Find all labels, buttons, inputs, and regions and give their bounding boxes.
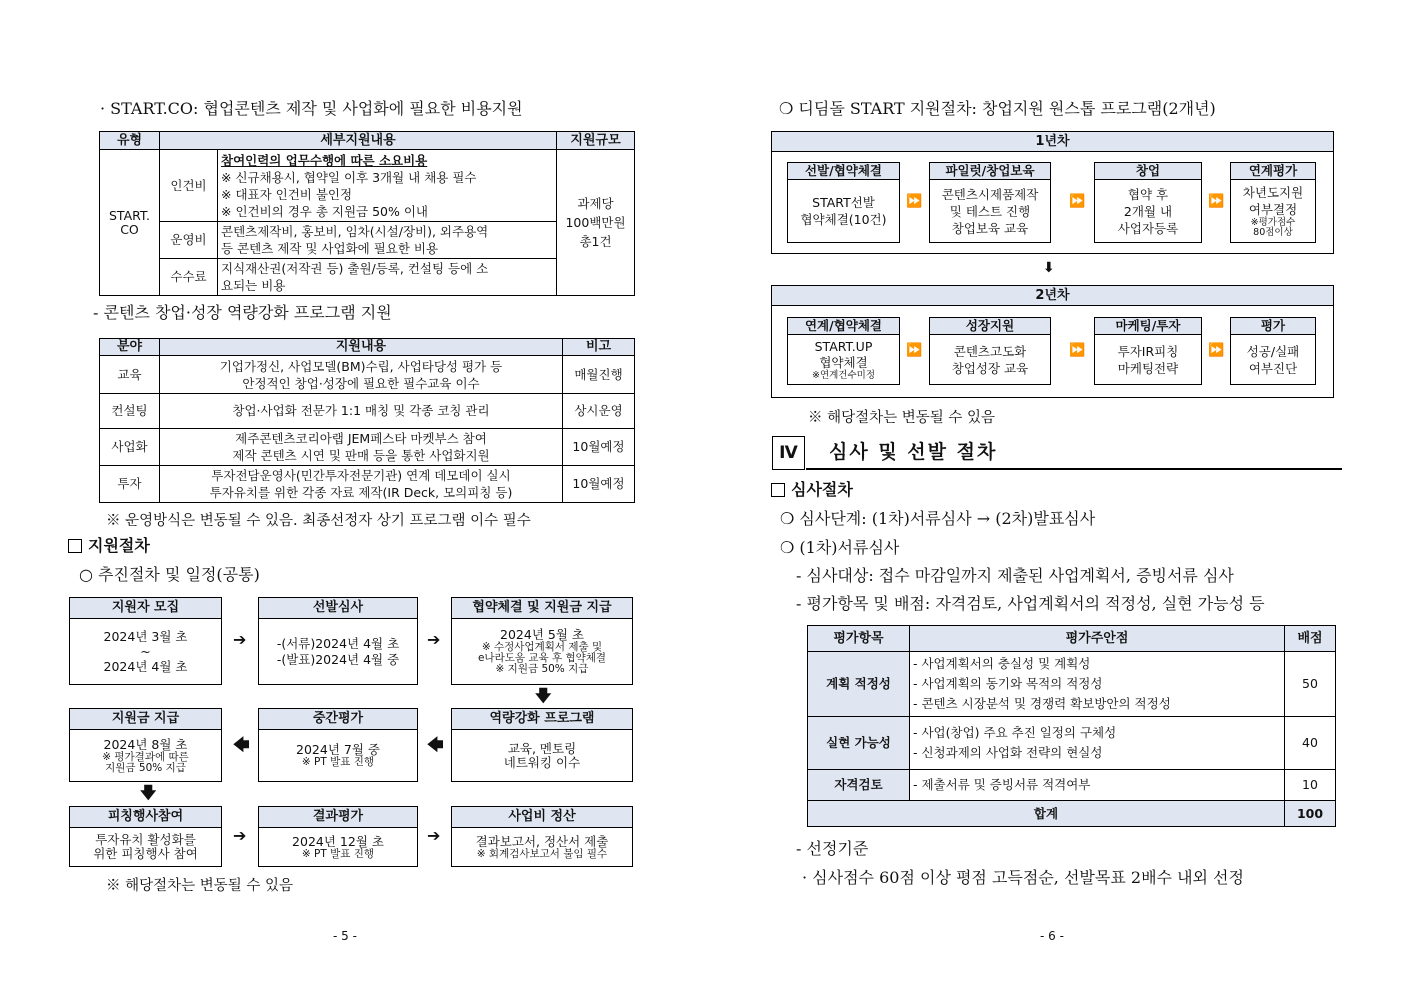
- detail-cell: 콘텐츠제작비, 홍보비, 임차(시설/장비), 외주용역 등 콘텐츠 제작 및 사업화에 필요한 비용: [218, 222, 557, 259]
- content-cell: 투자전담운영사(민간투자전문기관) 연계 데모데이 실시 투자유치를 위한 각종 자료 제작(IR Deck, 모의피칭 등): [160, 466, 563, 503]
- step-line: 콘텐츠시제품제작: [941, 186, 1039, 202]
- eval-item-cell: 계획 적정성: [808, 652, 910, 717]
- flow-title: 지원자 모집: [70, 598, 221, 619]
- flow-midterm: [258, 708, 418, 782]
- scale-cell: 과제당 100백만원 총1건: [557, 150, 635, 296]
- y1-step: [929, 162, 1051, 243]
- section-support-procedure: 지원절차: [68, 537, 150, 555]
- program-table: [99, 338, 635, 503]
- arrow-down-icon: 🡇: [140, 783, 157, 802]
- review-item: ❍ (1차)서류심사: [780, 538, 900, 557]
- eval-score-cell: 10: [1285, 770, 1336, 801]
- y2-step: [1094, 317, 1202, 385]
- flow-capacity: [451, 708, 633, 782]
- arrow-left-icon: 🡄: [427, 735, 444, 754]
- flow-line: 결과보고서, 정산서 제출: [475, 833, 609, 849]
- eval-point-cell: - 제출서류 및 증빙서류 적격여부: [910, 770, 1285, 801]
- flow-line: 투자유치 활성화를: [95, 832, 196, 847]
- flow-line: 네트워킹 이수: [503, 754, 581, 770]
- detail-cell: 지식재산권(저작권 등) 출원/등록, 컨설팅 등에 소 요되는 비용: [218, 259, 557, 296]
- y2-step: [929, 317, 1051, 385]
- checkbox-square-icon: [68, 539, 82, 553]
- step-note: ※연계건수미정: [811, 369, 876, 381]
- eval-point-cell: - 사업계획서의 충실성 및 계획성 - 사업계획의 동기와 목적의 적정성 - 콘텐츠 시장분석 및 경쟁력 확보방안의 적정성: [910, 652, 1285, 717]
- schedule-subtitle: ○ 추진절차 및 일정(공통): [79, 565, 260, 584]
- operation-note: ※ 운영방식은 변동될 수 있음. 최종선정자 상기 프로그램 이수 필수: [106, 513, 531, 529]
- step-line: 사업자등록: [1117, 220, 1179, 236]
- flow-payment: [69, 708, 222, 782]
- step-line: 협약체결: [819, 354, 868, 370]
- step-line: START선발: [812, 195, 875, 210]
- flow-note: ※ 평가결과에 따른 지원금 50% 지급: [102, 750, 189, 774]
- flow-settlement: [451, 806, 633, 867]
- flow-line: ~: [140, 644, 151, 659]
- y1-step: [1094, 162, 1202, 243]
- flow-title: 지원금 지급: [70, 709, 221, 730]
- checkbox-square-icon: [771, 483, 785, 497]
- step-line: 여부결정: [1248, 202, 1298, 217]
- flow-line: 교육, 멘토링: [507, 740, 577, 756]
- y1-step: [787, 162, 900, 243]
- arrow-right-icon: ➔: [233, 630, 247, 649]
- eval-point-cell: - 사업(창업) 주요 추진 일정의 구체성 - 신청과제의 사업화 전략의 현실성: [910, 717, 1285, 770]
- flow-note: ※ 수정사업계획서 제출 및 e나라도움 교육 후 협약체결 ※ 지원금 50% 지급: [477, 641, 607, 675]
- year2-title: 2년차: [772, 286, 1333, 306]
- criteria-text: · 심사점수 60점 이상 평점 고득점순, 선발목표 2배수 내외 선정: [802, 868, 1244, 887]
- th-eval-item: 평가항목: [808, 626, 910, 652]
- criteria-title: - 선정기준: [796, 839, 869, 858]
- eval-score-cell: 40: [1285, 717, 1336, 770]
- flow-line: 위한 피칭행사 참여: [93, 846, 198, 861]
- flow-title: 결과평가: [259, 807, 417, 828]
- right-intro-line: ❍ 디딤돌 START 지원절차: 창업지원 원스톱 프로그램(2개년): [779, 99, 1216, 118]
- review-item: - 심사대상: 접수 마감일까지 제출된 사업계획서, 증빙서류 심사: [796, 566, 1234, 585]
- type-cell: START. CO: [100, 150, 160, 296]
- th-type: 유형: [100, 132, 160, 150]
- th-eval-score: 배점: [1285, 626, 1336, 652]
- th-content: 지원내용: [160, 339, 563, 356]
- flow-line: -(발표)2024년 4월 중: [276, 651, 400, 667]
- arrow-right-icon: ➔: [233, 826, 247, 845]
- arrow-down-icon: 🡇: [535, 686, 552, 705]
- step-line: 마케팅전략: [1117, 360, 1179, 376]
- flow-title: 중간평가: [259, 709, 417, 730]
- page-number-right: - 6 -: [1040, 929, 1064, 943]
- cat-cell: 수수료: [160, 259, 218, 296]
- chapter-underline: [806, 468, 1342, 470]
- step-title: 파일럿/창업보육: [930, 163, 1050, 180]
- step-note: ※평가점수 80점이상: [1250, 217, 1296, 238]
- flow-title: 협약체결 및 지원금 지급: [452, 598, 632, 619]
- field-cell: 사업화: [100, 429, 160, 466]
- step-line: 차년도지원: [1242, 185, 1304, 200]
- field-cell: 교육: [100, 356, 160, 394]
- arrow-down-icon: ⬇: [1043, 260, 1055, 276]
- step-title: 성장지원: [930, 318, 1050, 335]
- step-title: 마케팅/투자: [1095, 318, 1201, 335]
- y2-step: [1230, 317, 1316, 385]
- flow-title: 선발심사: [259, 598, 417, 619]
- double-arrow-icon: ⏩: [1208, 194, 1225, 209]
- flow-recruit: [69, 597, 222, 685]
- content-cell: 창업·사업화 전문가 1:1 매칭 및 각종 코칭 관리: [160, 394, 563, 429]
- start-co-table: [99, 131, 635, 296]
- flow-line: 2024년 5월 초: [500, 627, 584, 642]
- flow-selection: [258, 597, 418, 685]
- step-title: 연계평가: [1231, 163, 1315, 180]
- cat-cell: 운영비: [160, 222, 218, 259]
- step-title: 창업: [1095, 163, 1201, 180]
- step-line: 여부진단: [1248, 360, 1298, 376]
- chapter-number: Ⅳ: [772, 436, 805, 470]
- y2-step: [787, 317, 900, 385]
- flow-agreement: [451, 597, 633, 685]
- step-line: 창업성장 교육: [951, 360, 1029, 376]
- program-subtitle: - 콘텐츠 창업·성장 역량강화 프로그램 지원: [93, 303, 392, 322]
- step-title: 선발/협약체결: [788, 163, 899, 180]
- double-arrow-icon: ⏩: [1069, 343, 1086, 358]
- right-procedure-note: ※ 해당절차는 변동될 수 있음: [808, 410, 996, 426]
- arrow-right-icon: ➔: [427, 826, 441, 845]
- flow-note: ※ 회계검사보고서 불임 필수: [476, 847, 608, 860]
- arrow-left-icon: 🡄: [233, 735, 250, 754]
- flow-title: 역량강화 프로그램: [452, 709, 632, 730]
- field-cell: 컨설팅: [100, 394, 160, 429]
- flow-line: 2024년 4월 초: [103, 659, 188, 674]
- flow-title: 피칭행사참여: [70, 807, 221, 828]
- flow-line: 2024년 7월 중: [296, 742, 380, 757]
- flow-title: 사업비 정산: [452, 807, 632, 828]
- step-line: 성공/실패: [1246, 343, 1300, 359]
- flow-final-eval: [258, 806, 418, 867]
- step-title: 평가: [1231, 318, 1315, 335]
- th-note: 비고: [563, 339, 635, 356]
- cat-cell: 인건비: [160, 150, 218, 222]
- double-arrow-icon: ⏩: [1069, 194, 1086, 209]
- section-review-procedure: 심사절차: [771, 481, 853, 499]
- note-cell: 매월진행: [563, 356, 635, 394]
- content-cell: 제주콘텐츠코리아랩 JEM페스타 마켓부스 참여 제작 콘텐츠 시연 및 판매 등을 통한 사업화지원: [160, 429, 563, 466]
- th-detail: 세부지원내용: [160, 132, 557, 150]
- note-cell: 10월예정: [563, 429, 635, 466]
- double-arrow-icon: ⏩: [1208, 343, 1225, 358]
- flow-pitching: [69, 806, 222, 867]
- step-line: 협약 후: [1127, 186, 1169, 202]
- step-line: 및 테스트 진행: [949, 203, 1031, 219]
- flow-line: 2024년 3월 초: [103, 629, 188, 644]
- flow-line: 2024년 8월 초: [103, 736, 188, 752]
- review-item: - 평가항목 및 배점: 자격검토, 사업계획서의 적정성, 실현 가능성 등: [796, 594, 1265, 613]
- note-cell: 상시운영: [563, 394, 635, 429]
- chapter-title: 심사 및 선발 절차: [829, 441, 998, 463]
- step-line: 창업보육 교육: [951, 220, 1029, 236]
- page-number-left: - 5 -: [333, 929, 357, 943]
- eval-score-cell: 50: [1285, 652, 1336, 717]
- step-line: 투자IR피칭: [1117, 343, 1179, 359]
- step-line: 콘텐츠고도화: [953, 343, 1027, 359]
- th-field: 분야: [100, 339, 160, 356]
- eval-total-score: 100: [1285, 801, 1336, 827]
- double-arrow-icon: ⏩: [906, 343, 923, 358]
- left-intro-line: · START.CO: 협업콘텐츠 제작 및 사업화에 필요한 비용지원: [100, 99, 523, 118]
- procedure-note: ※ 해당절차는 변동될 수 있음: [106, 878, 294, 894]
- th-scale: 지원규모: [557, 132, 635, 150]
- flow-line: -(서류)2024년 4월 초: [276, 635, 400, 651]
- flow-note: ※ PT 발표 진행: [301, 756, 375, 768]
- flow-note: ※ PT 발표 진행: [301, 847, 375, 860]
- content-cell: 기업가정신, 사업모델(BM)수립, 사업타당성 평가 등 안정적인 창업·성장에 필요한 필수교육 이수: [160, 356, 563, 394]
- step-line: 협약체결(10건): [800, 212, 887, 227]
- eval-item-cell: 실현 가능성: [808, 717, 910, 770]
- y1-step: [1230, 162, 1316, 243]
- note-cell: 10월예정: [563, 466, 635, 503]
- flow-line: 2024년 12월 초: [292, 833, 384, 849]
- year1-title: 1년차: [772, 132, 1333, 152]
- step-line: 2개월 내: [1123, 203, 1173, 219]
- step-title: 연계/협약체결: [788, 318, 899, 335]
- eval-total-label: 합계: [808, 801, 1285, 827]
- detail-cell: 참여인력의 업무수행에 따른 소요비용 ※ 신규채용시, 협약일 이후 3개월 내 채용 필수 ※ 대표자 인건비 불인정 ※ 인건비의 경우 총 지원금 50% 이내: [218, 150, 557, 222]
- double-arrow-icon: ⏩: [906, 194, 923, 209]
- arrow-right-icon: ➔: [427, 630, 441, 649]
- review-item: ❍ 심사단계: (1차)서류심사 → (2차)발표심사: [780, 509, 1096, 528]
- field-cell: 투자: [100, 466, 160, 503]
- evaluation-table: [807, 625, 1336, 827]
- th-eval-point: 평가주안점: [910, 626, 1285, 652]
- step-line: START.UP: [814, 338, 873, 354]
- eval-item-cell: 자격검토: [808, 770, 910, 801]
